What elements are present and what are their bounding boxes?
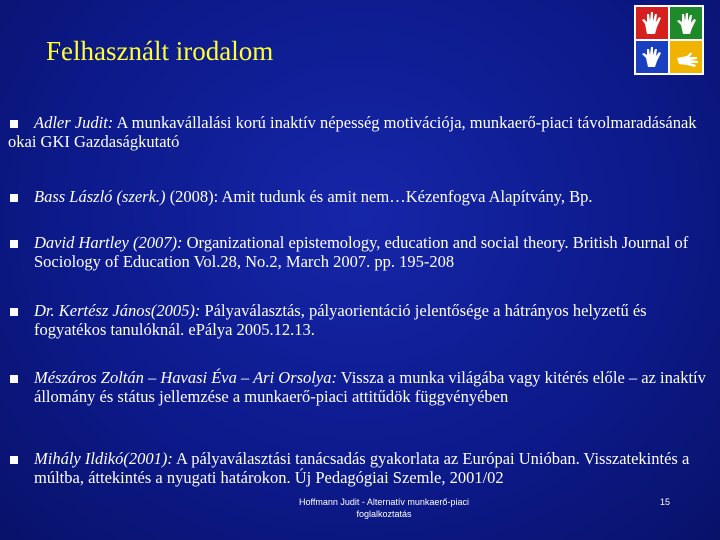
hand-red-icon — [636, 7, 668, 39]
reference-author: David Hartley (2007): — [34, 233, 183, 252]
bullet-icon — [10, 194, 18, 202]
bullet-icon — [10, 456, 18, 464]
reference-text: (2008): Amit tudunk és amit nem…Kézenfogva Alapítvány, Bp. — [165, 187, 593, 206]
reference-item — [34, 233, 714, 271]
footer-text: Hoffmann Judit - Alternatív munkaerő-piaci foglalkoztatás — [299, 497, 469, 519]
reference-item — [8, 113, 708, 151]
reference-text: Organizational epistemology, education and social theory. British Journal of Sociology of Education Vol.28, No.2, March 2007. pp. 195-208 — [34, 233, 689, 271]
bullet-icon — [10, 240, 18, 248]
reference-author: Bass László (szerk.) — [34, 187, 166, 206]
bullet-icon — [10, 375, 18, 383]
reference-text: A munkavállalási korú inaktív népesség motivációja, munkaerő-piaci távolmaradásának okai GKI Gazdaságkutató — [8, 113, 697, 151]
hand-green-icon — [670, 7, 702, 39]
reference-text: Pályaválasztás, pályaorientáció jelentősége a hátrányos helyzetű és fogyatékos tanulóknál. ePálya 2005.12.13. — [34, 301, 647, 339]
bullet-icon — [10, 308, 18, 316]
reference-author: Adler Judit: — [34, 113, 114, 132]
hands-logo-icon — [634, 5, 704, 75]
reference-author: Mihály Ildikó(2001): — [34, 449, 173, 468]
reference-item — [34, 449, 694, 487]
page-number: 15 — [660, 497, 671, 507]
reference-author: Mészáros Zoltán – Havasi Éva – Ari Orsolya: — [34, 368, 337, 387]
hand-blue-icon — [636, 41, 668, 73]
hand-yellow-icon — [670, 41, 702, 73]
reference-item — [34, 187, 714, 206]
reference-author: Dr. Kertész János(2005): — [34, 301, 201, 320]
reference-item — [34, 301, 714, 339]
reference-item — [34, 368, 714, 406]
slide-title: Felhasznált irodalom — [46, 36, 274, 66]
reference-text: Vissza a munka világába vagy kitérés előle – az inaktív állomány és státus jellemzése a munkaerő-piaci attitűdök függvényében — [34, 368, 706, 406]
reference-text: A pályaválasztási tanácsadás gyakorlata az Európai Unióban. Visszatekintés a múltba, áttekintés a nyugati határokon. Új Pedagógiai Szemle, 2001/02 — [34, 449, 690, 487]
